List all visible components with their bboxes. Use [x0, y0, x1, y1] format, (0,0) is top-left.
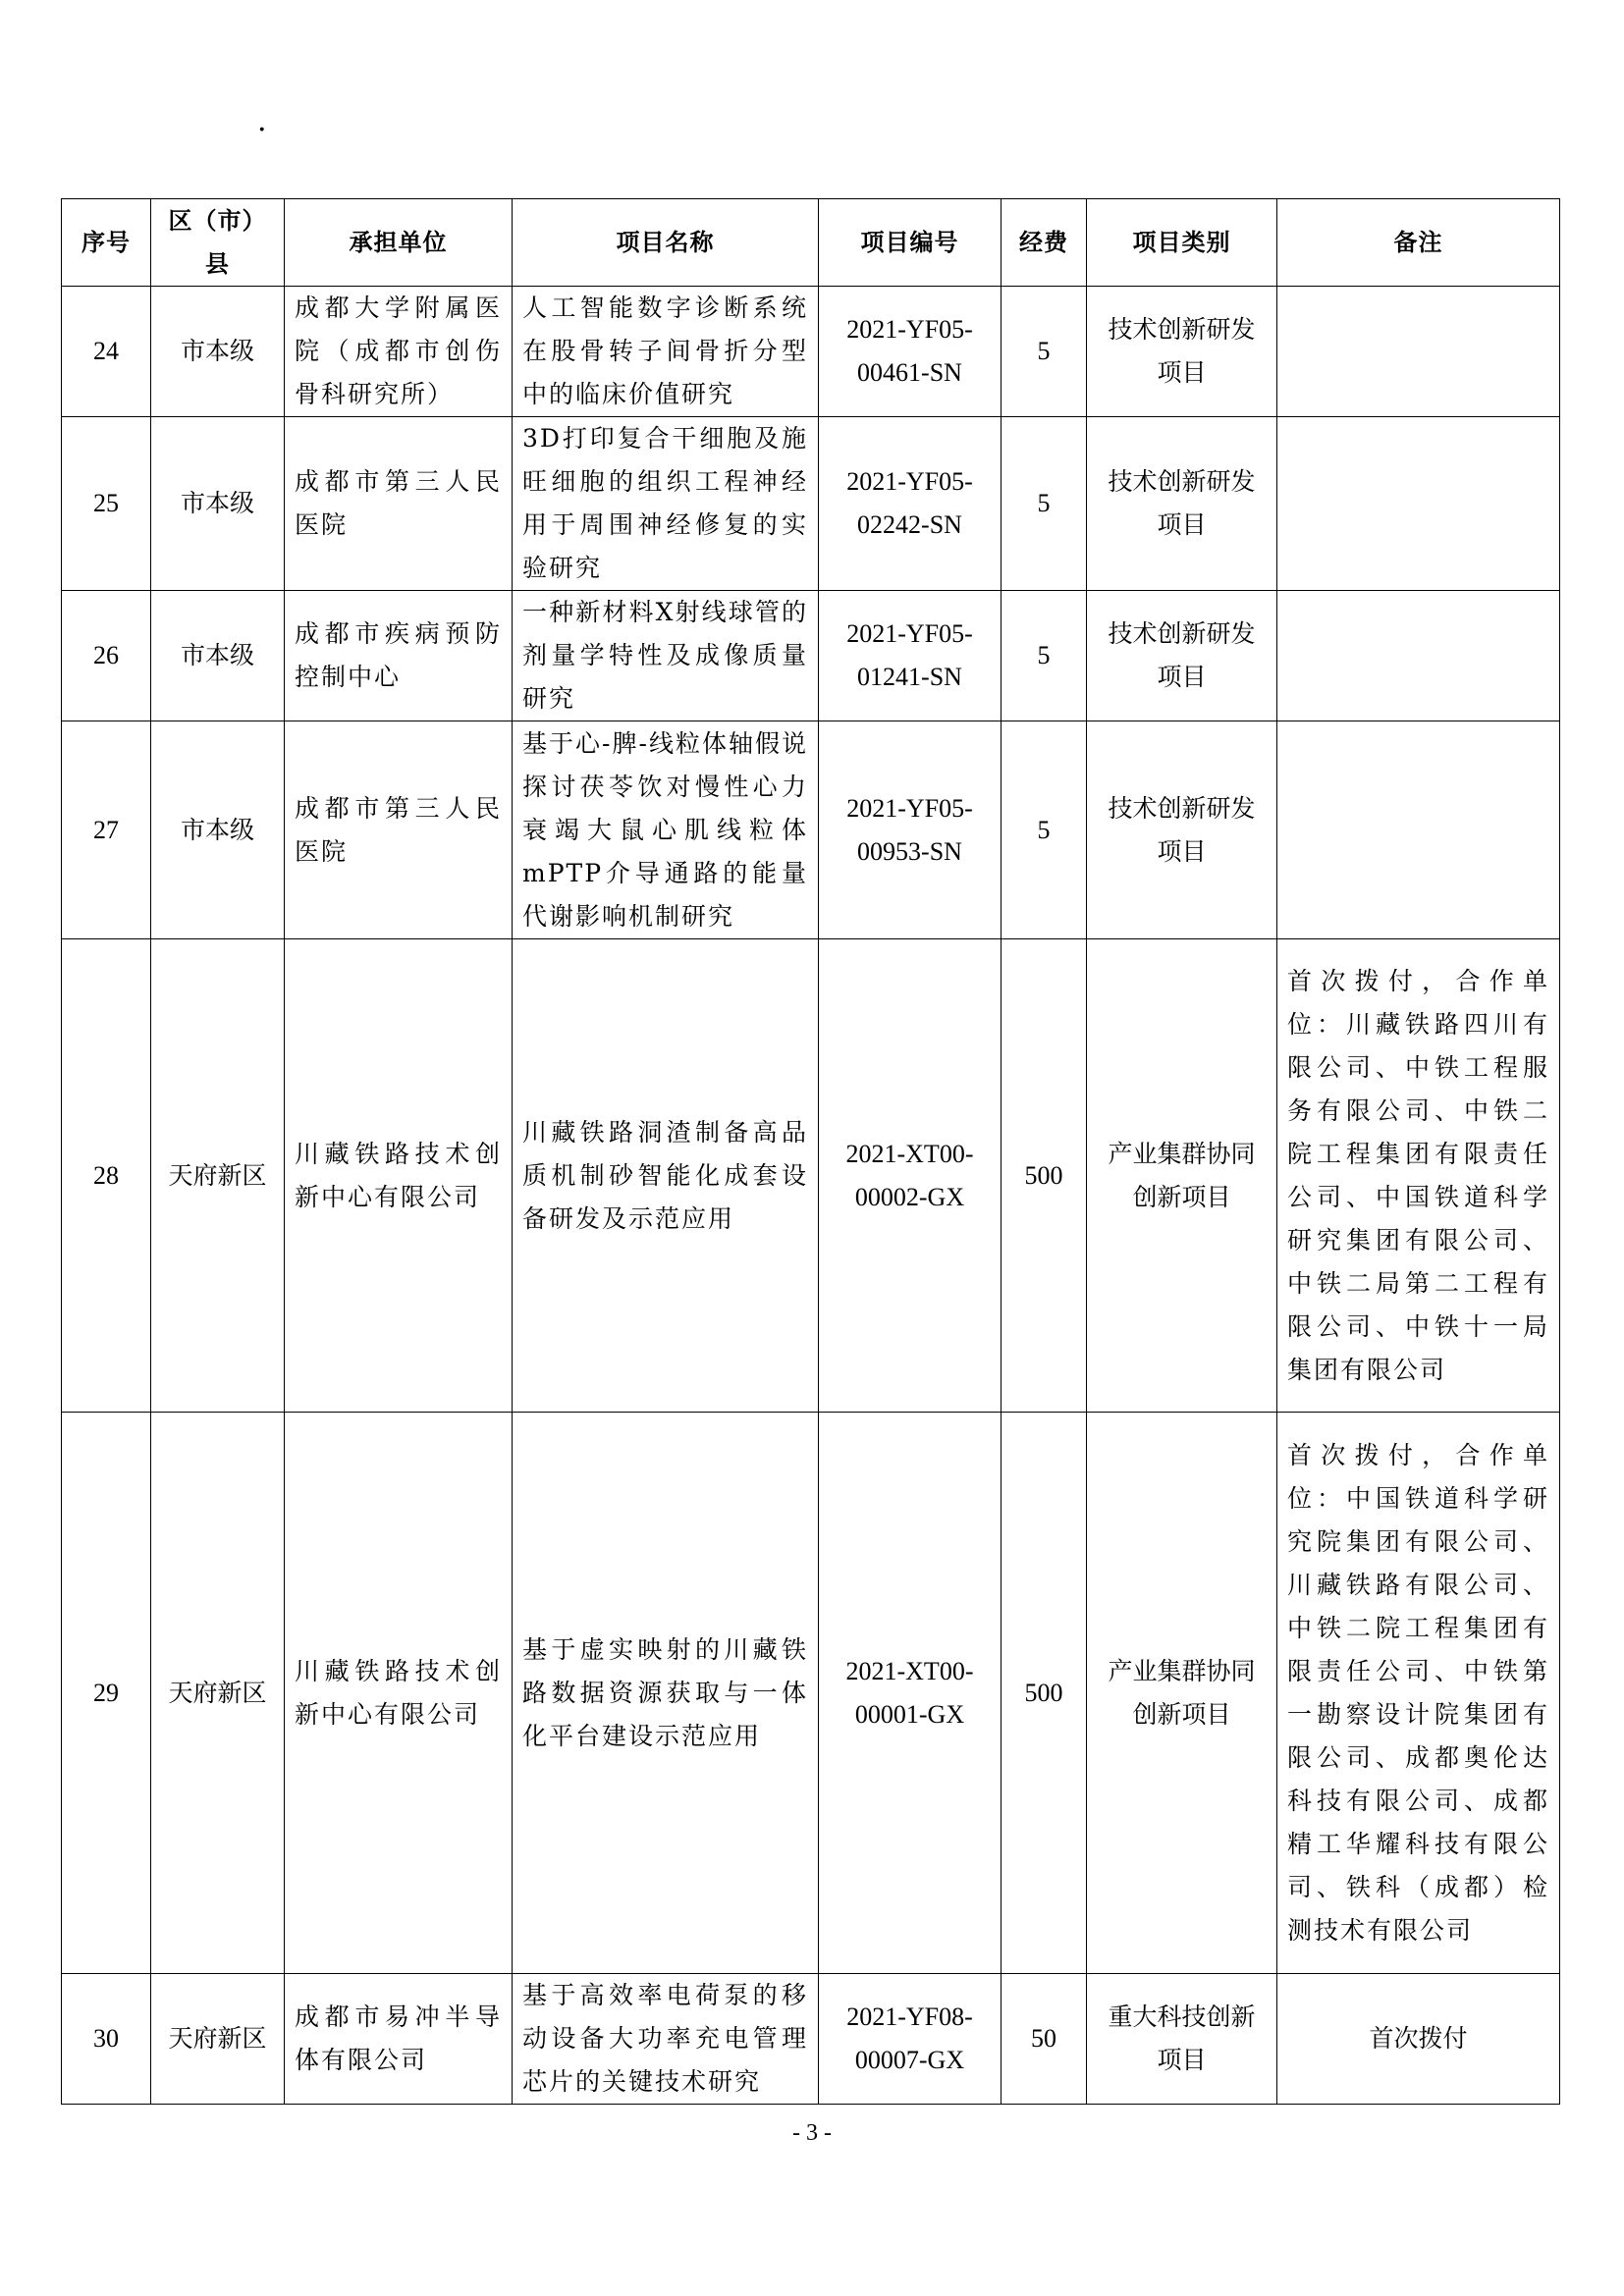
cell-unit: 成都大学附属医院（成都市创伤骨科研究所） — [285, 287, 513, 417]
cell-name: 川藏铁路洞渣制备高品质机制砂智能化成套设备研发及示范应用 — [513, 939, 819, 1413]
cell-district: 市本级 — [151, 417, 285, 591]
cell-category: 产业集群协同创新项目 — [1087, 1413, 1277, 1974]
table-row — [62, 417, 1560, 591]
cell-name: 3D打印复合干细胞及施旺细胞的组织工程神经用于周围神经修复的实验研究 — [513, 417, 819, 591]
cell-no: 24 — [62, 287, 151, 417]
cell-no: 28 — [62, 939, 151, 1413]
cell-name: 人工智能数字诊断系统在股骨转子间骨折分型中的临床价值研究 — [513, 287, 819, 417]
cell-unit: 川藏铁路技术创新中心有限公司 — [285, 939, 513, 1413]
cell-funds: 5 — [1001, 417, 1087, 591]
cell-funds: 500 — [1001, 1413, 1087, 1974]
table-row — [62, 1974, 1560, 2105]
table-header-row — [62, 199, 1560, 287]
cell-unit: 川藏铁路技术创新中心有限公司 — [285, 1413, 513, 1974]
header-funds: 经费 — [1001, 199, 1087, 287]
cell-name: 一种新材料X射线球管的剂量学特性及成像质量研究 — [513, 591, 819, 721]
table-row — [62, 591, 1560, 721]
cell-note — [1277, 287, 1560, 417]
header-note: 备注 — [1277, 199, 1560, 287]
cell-funds: 5 — [1001, 721, 1087, 939]
cell-funds: 50 — [1001, 1974, 1087, 2105]
cell-no: 29 — [62, 1413, 151, 1974]
cell-category: 技术创新研发项目 — [1087, 721, 1277, 939]
cell-code: 2021-YF05-00953-SN — [819, 721, 1001, 939]
cell-funds: 500 — [1001, 939, 1087, 1413]
cell-district: 天府新区 — [151, 1974, 285, 2105]
cell-code: 2021-YF05-02242-SN — [819, 417, 1001, 591]
table-row — [62, 1413, 1560, 1974]
cell-code: 2021-XT00-00002-GX — [819, 939, 1001, 1413]
header-no: 序号 — [62, 199, 151, 287]
cell-unit: 成都市第三人民医院 — [285, 721, 513, 939]
cell-category: 产业集群协同创新项目 — [1087, 939, 1277, 1413]
cell-district: 市本级 — [151, 591, 285, 721]
cell-category: 技术创新研发项目 — [1087, 591, 1277, 721]
cell-note — [1277, 417, 1560, 591]
cell-note: 首次拨付 — [1277, 1974, 1560, 2105]
cell-district: 市本级 — [151, 721, 285, 939]
cell-note: 首次拨付，合作单位：川藏铁路四川有限公司、中铁工程服务有限公司、中铁二院工程集团有限责任公司、中国铁道科学研究集团有限公司、中铁二局第二工程有限公司、中铁十一局集团有限公司 — [1277, 939, 1560, 1413]
cell-funds: 5 — [1001, 591, 1087, 721]
header-mark: · — [257, 113, 267, 147]
cell-name: 基于高效率电荷泵的移动设备大功率充电管理芯片的关键技术研究 — [513, 1974, 819, 2105]
table-row — [62, 939, 1560, 1413]
cell-category: 重大科技创新项目 — [1087, 1974, 1277, 2105]
header-unit: 承担单位 — [285, 199, 513, 287]
cell-district: 天府新区 — [151, 1413, 285, 1974]
cell-note — [1277, 721, 1560, 939]
table-row — [62, 721, 1560, 939]
cell-unit: 成都市疾病预防控制中心 — [285, 591, 513, 721]
cell-name: 基于心-脾-线粒体轴假说探讨茯苓饮对慢性心力衰竭大鼠心肌线粒体mPTP介导通路的能量代谢影响机制研究 — [513, 721, 819, 939]
cell-no: 30 — [62, 1974, 151, 2105]
cell-no: 27 — [62, 721, 151, 939]
project-table — [61, 198, 1560, 2105]
cell-category: 技术创新研发项目 — [1087, 287, 1277, 417]
table-row — [62, 287, 1560, 417]
cell-funds: 5 — [1001, 287, 1087, 417]
cell-note: 首次拨付，合作单位：中国铁道科学研究院集团有限公司、川藏铁路有限公司、中铁二院工程集团有限责任公司、中铁第一勘察设计院集团有限公司、成都奥伦达科技有限公司、成都精工华耀科技有限公司、铁科（成都）检测技术有限公司 — [1277, 1413, 1560, 1974]
cell-name: 基于虚实映射的川藏铁路数据资源获取与一体化平台建设示范应用 — [513, 1413, 819, 1974]
header-category: 项目类别 — [1087, 199, 1277, 287]
cell-district: 市本级 — [151, 287, 285, 417]
cell-category: 技术创新研发项目 — [1087, 417, 1277, 591]
cell-note — [1277, 591, 1560, 721]
cell-code: 2021-YF08-00007-GX — [819, 1974, 1001, 2105]
header-name: 项目名称 — [513, 199, 819, 287]
page-number: - 3 - — [792, 2120, 832, 2146]
cell-unit: 成都市第三人民医院 — [285, 417, 513, 591]
cell-district: 天府新区 — [151, 939, 285, 1413]
header-district: 区（市）县 — [151, 199, 285, 287]
cell-unit: 成都市易冲半导体有限公司 — [285, 1974, 513, 2105]
cell-no: 25 — [62, 417, 151, 591]
cell-code: 2021-XT00-00001-GX — [819, 1413, 1001, 1974]
header-code: 项目编号 — [819, 199, 1001, 287]
cell-no: 26 — [62, 591, 151, 721]
cell-code: 2021-YF05-01241-SN — [819, 591, 1001, 721]
cell-code: 2021-YF05-00461-SN — [819, 287, 1001, 417]
